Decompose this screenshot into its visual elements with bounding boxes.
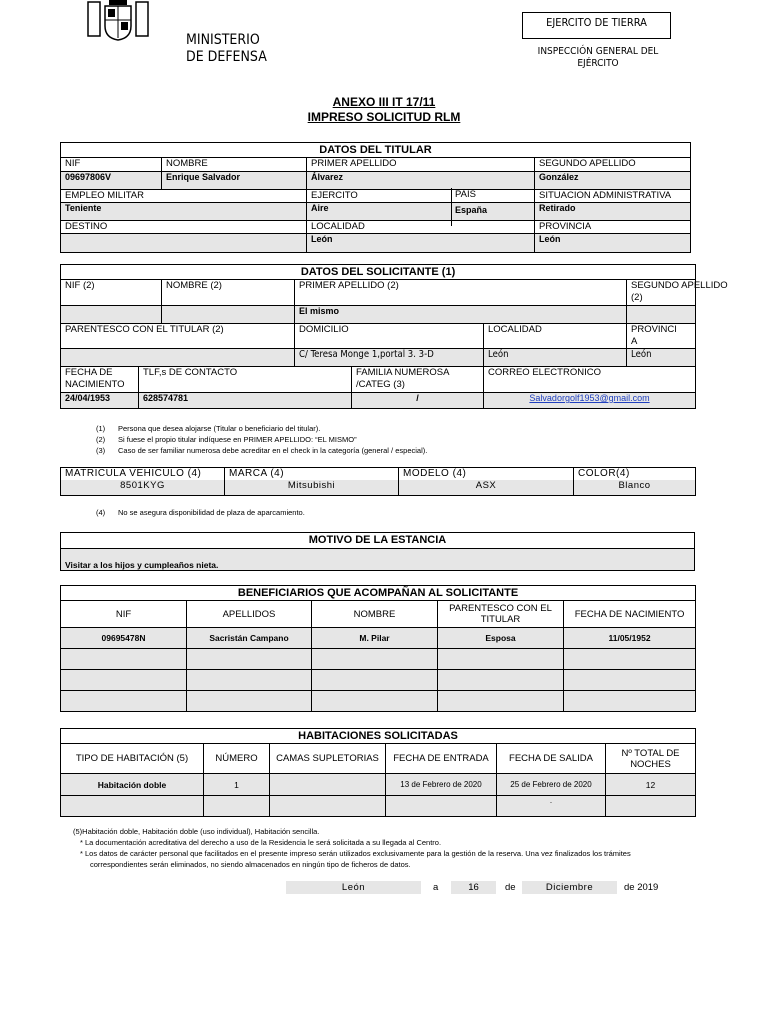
value-sol-provincia[interactable]: León (627, 349, 696, 367)
note-1-text: Persona que desea alojarse (Titular o beneficiario del titular). (118, 424, 321, 433)
habitaciones-table (60, 728, 696, 817)
label-fecha-nac (61, 367, 139, 393)
footer-note-1: (5)Habitación doble, Habitación doble (uso individual), Habitación sencilla. (73, 827, 320, 836)
hab-header-salida: FECHA DE SALIDA (497, 744, 606, 774)
ministry-name (186, 32, 267, 66)
ben-cell[interactable] (312, 691, 438, 712)
label-sol-provincia (627, 324, 696, 349)
label-sol-segundo-apellido-2: (2) (631, 292, 643, 303)
coat-of-arms-logo (83, 0, 153, 40)
note-3-num: (3) (96, 446, 106, 455)
hab-header-tipo: TIPO DE HABITACIÓN (5) (61, 744, 204, 774)
note-1 (96, 423, 427, 434)
label-marca: MARCA (4) (225, 468, 399, 480)
inspection-line-1: INSPECCIÓN GENERAL DEL (537, 46, 659, 57)
label-sol-primer-apellido: PRIMER APELLIDO (2) (295, 280, 627, 306)
ben-cell[interactable] (564, 670, 696, 691)
label-situacion: SITUACION ADMINISTRATIVA (535, 190, 691, 203)
label-nif: NIF (61, 158, 162, 172)
hab-header-noches: Nº TOTAL DE NOCHES (606, 744, 696, 774)
label-empleo: EMPLEO MILITAR (61, 190, 307, 203)
habitaciones-title: HABITACIONES SOLICITADAS (61, 729, 696, 744)
label-parentesco: PARENTESCO CON EL TITULAR (2) (61, 324, 295, 349)
motivo-table (60, 532, 695, 571)
inspection-label (522, 46, 674, 70)
army-box (522, 12, 671, 39)
ben-cell[interactable] (312, 670, 438, 691)
hab-cell[interactable]: 25 de Febrero de 2020 (497, 774, 606, 796)
note-2-text: Si fuese el propio titular indíquese en PRIMER APELLIDO: “EL MISMO” (118, 435, 357, 444)
army-box-label: EJERCITO DE TIERRA (546, 16, 647, 29)
ben-header-fecha: FECHA DE NACIMIENTO (564, 601, 696, 628)
year-text: de 2019 (624, 882, 659, 893)
value-nombre[interactable]: Enrique Salvador (162, 172, 307, 190)
ben-header-nombre: NOMBRE (312, 601, 438, 628)
label-fecha-nac-1: FECHA DE (65, 367, 113, 378)
hab-header-numero: NÚMERO (204, 744, 270, 774)
note-1-num: (1) (96, 424, 106, 433)
value-segundo-apellido[interactable]: González (535, 172, 691, 190)
label-fecha-nac-2: NACIMIENTO (65, 379, 125, 390)
ben-cell[interactable] (564, 691, 696, 712)
ben-cell[interactable] (187, 691, 312, 712)
label-ejercito: EJERCITO (307, 190, 535, 203)
label-correo: CORREO ELECTRONICO (484, 367, 696, 393)
value-marca[interactable]: Mitsubishi (225, 480, 399, 496)
note-4-text: No se asegura disponibilidad de plaza de aparcamiento. (118, 508, 305, 517)
value-situacion[interactable]: Retirado (535, 203, 691, 221)
label-matricula: MATRICULA VEHICULO (4) (61, 468, 225, 480)
hab-header-entrada: FECHA DE ENTRADA (386, 744, 497, 774)
label-familia-1: FAMILIA NUMEROSA (356, 367, 450, 378)
ben-cell[interactable] (187, 670, 312, 691)
ben-cell[interactable] (187, 649, 312, 670)
label-sol-localidad: LOCALIDAD (484, 324, 627, 349)
table-row (61, 649, 696, 670)
label-tlf: TLF,s DE CONTACTO (139, 367, 352, 393)
ben-cell[interactable] (438, 691, 564, 712)
place-field[interactable]: León (286, 881, 421, 894)
ben-cell[interactable] (61, 670, 187, 691)
hab-cell[interactable]: Habitación doble (61, 774, 204, 796)
form-title: IMPRESO SOLICITUD RLM (307, 110, 461, 124)
label-familia (352, 367, 484, 393)
hab-cell[interactable]: 13 de Febrero de 2020 (386, 774, 497, 796)
label-familia-2: /CATEG (3) (356, 379, 405, 390)
label-primer-apellido: PRIMER APELLIDO (307, 158, 535, 172)
motivo-title: MOTIVO DE LA ESTANCIA (61, 533, 695, 549)
ben-header-nif: NIF (61, 601, 187, 628)
value-motivo[interactable]: Visitar a los hijos y cumpleaños nieta. (61, 549, 695, 571)
label-nombre: NOMBRE (162, 158, 307, 172)
annex-title: ANEXO III IT 17/11 (332, 95, 436, 109)
value-ejercito[interactable]: Aire (307, 203, 535, 221)
ben-cell[interactable]: M. Pilar (312, 628, 438, 649)
value-fecha-nac[interactable]: 24/04/1953 (61, 393, 139, 409)
vehicle-table (60, 467, 696, 496)
ben-header-parentesco: PARENTESCO CON EL TITULAR (438, 601, 564, 628)
label-sol-provincia-2: A (631, 336, 638, 347)
label-sol-segundo-apellido (627, 280, 728, 306)
note-3-text: Caso de ser familiar numerosa debe acreditar en el check in la categoría (general / especial). (118, 446, 428, 455)
value-sol-nombre[interactable] (162, 306, 295, 324)
value-sol-localidad[interactable]: León (484, 349, 627, 367)
label-color: COLOR(4) (574, 468, 696, 480)
notes-a (96, 423, 427, 456)
label-sol-provincia-1: PROVINCI (631, 324, 677, 335)
solicitante-table (60, 264, 728, 409)
value-primer-apellido[interactable]: Álvarez (307, 172, 535, 190)
hab-cell[interactable]: . (497, 796, 606, 817)
titular-table (60, 142, 691, 253)
value-provincia[interactable]: León (535, 234, 691, 253)
value-pais[interactable]: España (455, 205, 488, 215)
label-modelo: MODELO (4) (399, 468, 574, 480)
label-sol-nombre: NOMBRE (2) (162, 280, 295, 306)
note-3 (96, 445, 427, 456)
table-row (61, 628, 696, 649)
footer-note-2: * La documentación acreditativa del derecho a uso de la Residencia le será solicitada a su llegada al Centro. (80, 838, 442, 847)
table-row (61, 670, 696, 691)
ministry-line-2: DE DEFENSA (186, 49, 267, 65)
footer-notes (73, 826, 723, 870)
inspection-line-2: EJÉRCITO (577, 58, 619, 69)
table-row (61, 691, 696, 712)
titular-title: DATOS DEL TITULAR (61, 143, 691, 158)
ben-header-apellidos: APELLIDOS (187, 601, 312, 628)
label-sol-segundo-apellido-1: SEGUNDO APELLIDO (631, 280, 728, 291)
value-sol-segundo-apellido[interactable] (627, 306, 696, 324)
ben-cell[interactable] (564, 649, 696, 670)
value-correo[interactable]: Salvadorgolf1953@gmail.com (484, 393, 696, 409)
value-empleo[interactable]: Teniente (61, 203, 307, 221)
ben-cell[interactable] (61, 691, 187, 712)
note-4-num: (4) (96, 508, 106, 517)
ben-cell[interactable]: 11/05/1952 (564, 628, 696, 649)
value-nif[interactable]: 09697806V (61, 172, 162, 190)
ben-cell[interactable] (61, 649, 187, 670)
note-2-num: (2) (96, 435, 106, 444)
ben-cell[interactable] (438, 670, 564, 691)
value-familia[interactable]: / (352, 393, 484, 409)
ben-cell[interactable]: Esposa (438, 628, 564, 649)
beneficiarios-table (60, 585, 696, 712)
value-matricula[interactable]: 8501KYG (61, 480, 225, 496)
ben-cell[interactable] (312, 649, 438, 670)
value-parentesco[interactable] (61, 349, 295, 367)
ben-cell[interactable]: Sacristán Campano (187, 628, 312, 649)
form-heading (0, 95, 768, 125)
hab-cell[interactable] (270, 774, 386, 796)
hab-header-camas: CAMAS SUPLETORIAS (270, 744, 386, 774)
hab-cell[interactable] (61, 796, 204, 817)
value-sol-nif[interactable] (61, 306, 162, 324)
note-4 (96, 508, 305, 517)
sign-de: de (505, 882, 516, 893)
hab-cell[interactable]: 1 (204, 774, 270, 796)
value-tlf[interactable]: 628574781 (139, 393, 352, 409)
note-2 (96, 434, 427, 445)
solicitante-title: DATOS DEL SOLICITANTE (1) (61, 265, 696, 280)
value-sol-primer-apellido[interactable]: El mismo (295, 306, 627, 324)
ben-cell[interactable]: 09695478N (61, 628, 187, 649)
footer-note-3: * Los datos de carácter personal que facilitados en el presente impreso serán utilizados exclusivamente para la gestión de la reserva. Una vez finalizados los trámites (80, 849, 631, 858)
label-sol-nif: NIF (2) (61, 280, 162, 306)
pais-divider (451, 188, 452, 226)
month-field[interactable]: Diciembre (522, 881, 617, 894)
label-provincia: PROVINCIA (535, 221, 691, 234)
hab-cell[interactable] (270, 796, 386, 817)
beneficiarios-title: BENEFICIARIOS QUE ACOMPAÑAN AL SOLICITANTE (61, 586, 696, 601)
ben-cell[interactable] (438, 649, 564, 670)
value-domicilio[interactable]: C/ Teresa Monge 1,portal 3. 3-D (295, 349, 484, 367)
value-modelo[interactable]: ASX (399, 480, 574, 496)
value-destino[interactable] (61, 234, 307, 253)
label-localidad: LOCALIDAD (307, 221, 535, 234)
label-segundo-apellido: SEGUNDO APELLIDO (535, 158, 691, 172)
hab-cell[interactable] (606, 796, 696, 817)
table-row (61, 796, 696, 817)
hab-cell[interactable] (204, 796, 270, 817)
footer-note-4: correspondientes serán eliminados, no siendo almacenados en ningún tipo de ficheros de datos. (90, 860, 411, 869)
label-domicilio: DOMICILIO (295, 324, 484, 349)
hab-cell[interactable]: 12 (606, 774, 696, 796)
value-color[interactable]: Blanco (574, 480, 696, 496)
label-destino: DESTINO (61, 221, 307, 234)
label-pais: PAIS (455, 189, 476, 200)
ministry-line-1: MINISTERIO (186, 32, 260, 48)
day-field[interactable]: 16 (451, 881, 496, 894)
sign-a: a (433, 882, 439, 893)
table-row (61, 774, 696, 796)
hab-cell[interactable] (386, 796, 497, 817)
value-localidad[interactable]: León (307, 234, 535, 253)
